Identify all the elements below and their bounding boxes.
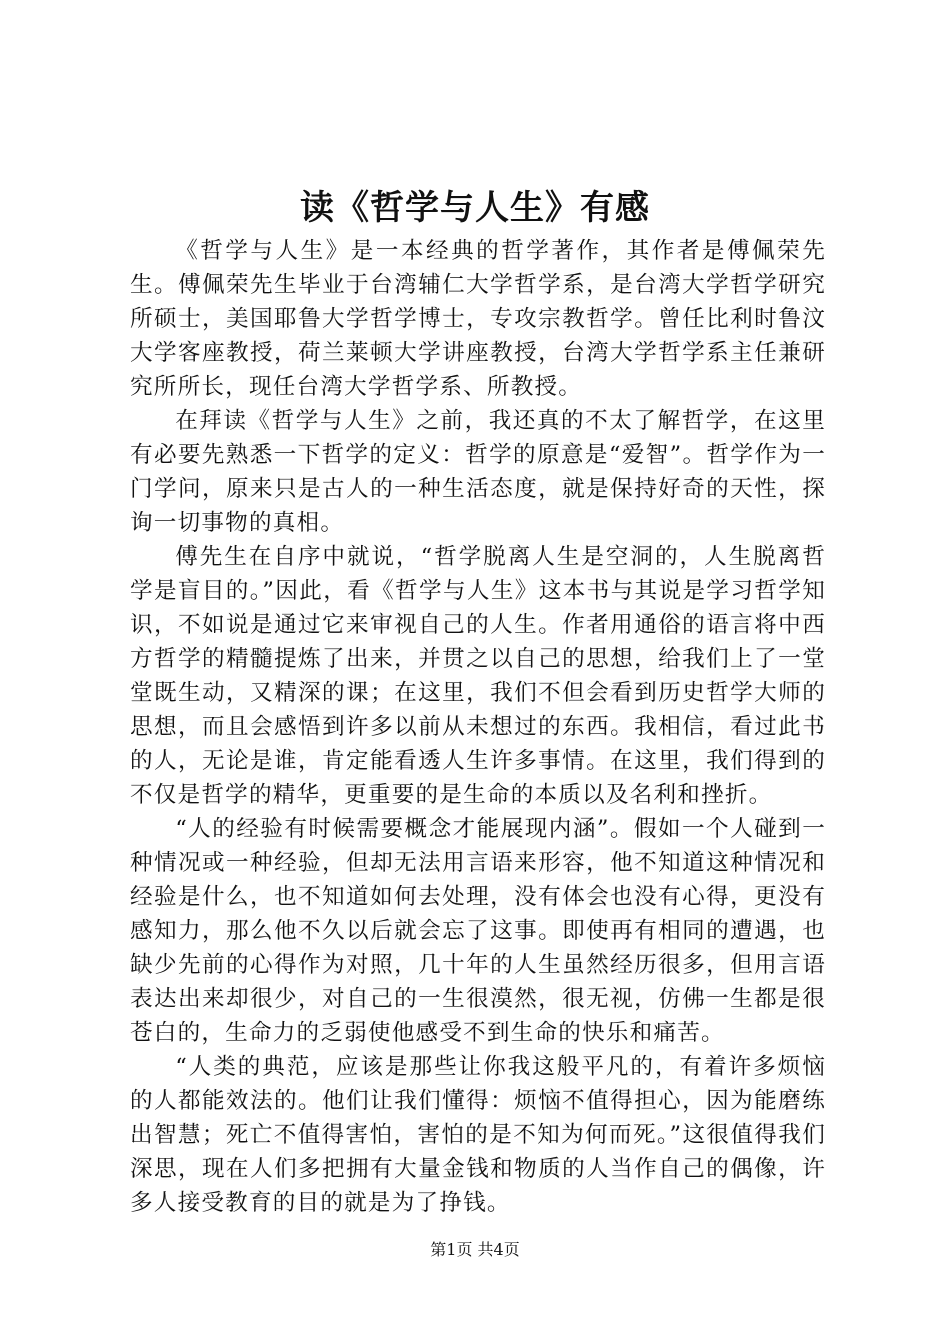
paragraph-1: 《哲学与人生》是一本经典的哲学著作，其作者是傅佩荣先生。傅佩荣先生毕业于台湾辅仁大学哲学系，是台湾大学哲学研究所硕士，美国耶鲁大学哲学博士，专攻宗教哲学。曾任比利时鲁汶大学客座教授，荷兰莱顿大学讲座教授，台湾大学哲学系主任兼研究所所长，现任台湾大学哲学系、所教授。 bbox=[130, 238, 826, 400]
paragraph-4: “人的经验有时候需要概念才能展现内涵”。假如一个人碰到一种情况或一种经验，但却无法用言语来形容，他不知道这种情况和经验是什么，也不知道如何去处理，没有体会也没有心得，更没有感知力，那么他不久以后就会忘了这事。即使再有相同的遭遇，也缺少先前的心得作为对照，几十年的人生虽然经历很多，但用言语表达出来却很少，对自己的一生很漠然，很无视，仿佛一生都是很苍白的，生命力的乏弱使他感受不到生命的快乐和痛苦。 bbox=[130, 816, 826, 1046]
paragraph-3: 傅先生在自序中就说，“哲学脱离人生是空洞的，人生脱离哲学是盲目的。”因此，看《哲学与人生》这本书与其说是学习哲学知识，不如说是通过它来审视自己的人生。作者用通俗的语言将中西方哲学的精髓提炼了出来，并贯之以自己的思想，给我们上了一堂堂既生动，又精深的课；在这里，我们不但会看到历史哲学大师的思想，而且会感悟到许多以前从未想过的东西。我相信，看过此书的人，无论是谁，肯定能看透人生许多事情。在这里，我们得到的不仅是哲学的精华，更重要的是生命的本质以及名利和挫折。 bbox=[130, 544, 826, 808]
paragraph-2: 在拜读《哲学与人生》之前，我还真的不太了解哲学，在这里有必要先熟悉一下哲学的定义：哲学的原意是“爱智”。哲学作为一门学问，原来只是古人的一种生活态度，就是保持好奇的天性，探询一切事物的真相。 bbox=[130, 408, 826, 536]
paragraph-5: “人类的典范，应该是那些让你我这般平凡的，有着许多烦恼的人都能效法的。他们让我们懂得：烦恼不值得担心，因为能磨练出智慧；死亡不值得害怕，害怕的是不知为何而死。”这很值得我们深思，现在人们多把拥有大量金钱和物质的人当作自己的偶像，许多人接受教育的目的就是为了挣钱。 bbox=[130, 1054, 826, 1216]
page-title: 读《哲学与人生》有感 bbox=[300, 188, 650, 228]
document-body bbox=[130, 234, 826, 1220]
page-footer: 第1页 共4页 bbox=[430, 1240, 520, 1259]
